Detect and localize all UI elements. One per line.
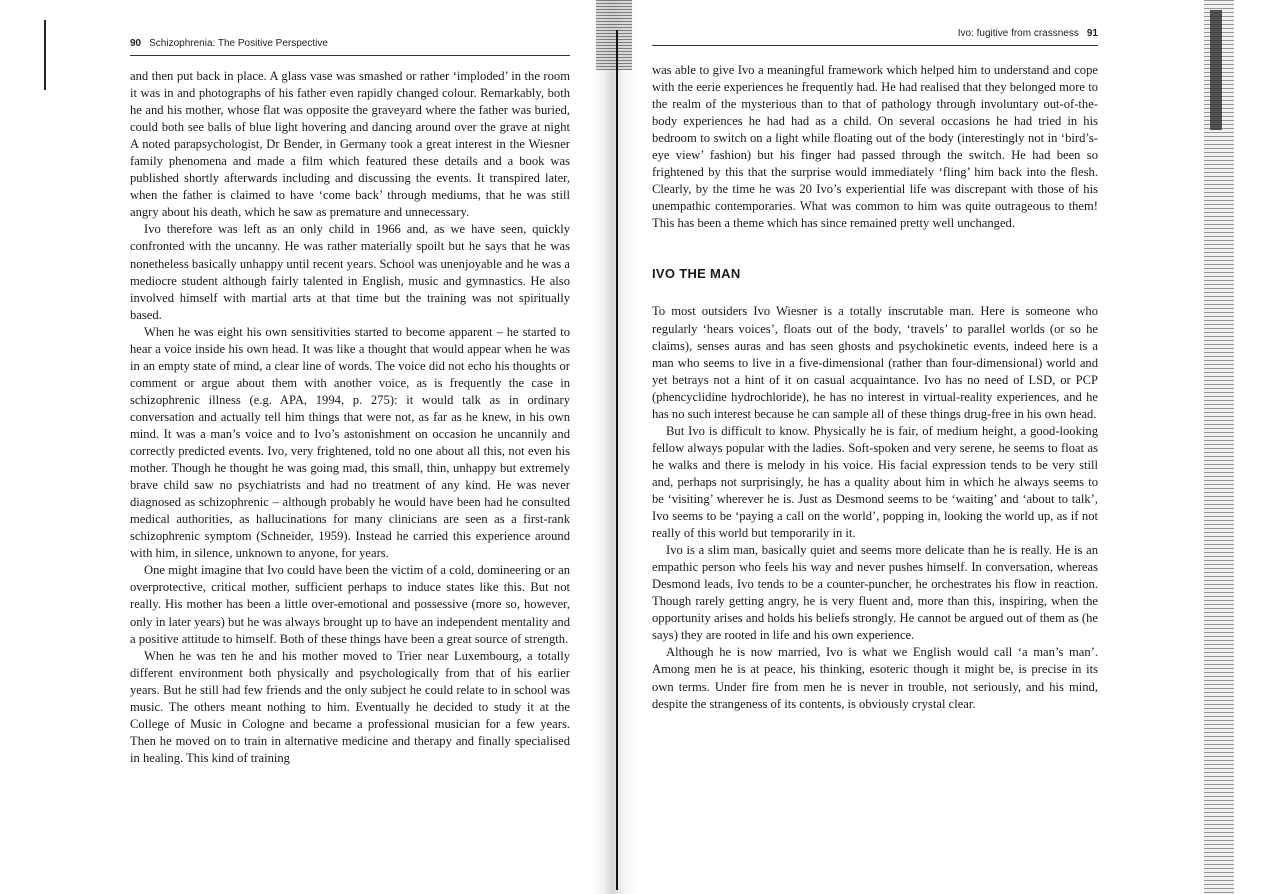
left-paragraph-1: and then put back in place. A glass vase was smashed or rather ‘imploded’ in the room it was in and photographs of his father even rapidly changed colour. Remarkably, both he and his mother, whose flat was opposite the graveyard where the father was buried, could both see balls of blue light hovering and dancing around over the grave at night A noted parapsychologist, Dr Bender, in Germany took a great interest in the Wiesner family phenomena and made a film which featured these details and a book was published shortly afterwards including and discussing the events. It transpired later, when the father is claimed to have ‘come back’ through mediums, that he was still angry about his death, which he saw as premature and unnecessary. — [130, 69, 570, 220]
right-paragraph-3: Ivo is a slim man, basically quiet and seems more delicate than he is really. He is an empathic person who feels his way and never pushes himself. In conversation, whereas Desmond leads, Ivo tends to be a counter-puncher, he orchestrates his flow in reaction. Though rarely getting angry, he is very fluent and, more than this, inspiring, when the opportunity arises and holds his beliefs strongly. He cannot be argued out of them as (he says) they are rooted in life and his own experience. — [652, 543, 1098, 643]
gutter-shadow — [596, 0, 632, 70]
left-paragraph-5: When he was ten he and his mother moved to Trier near Luxembourg, a totally different environment both physically and psychologically from that of his earlier years. But he still had few friends and the only subject he could relate to in school was music. The others meant nothing to him. Eventually he decided to study it at the College of Music in Cologne and became a professional musician for a few years. Then he moved on to train in alternative medicine and therapy and finally specialised in healing. This kind of training — [130, 648, 570, 765]
right-running-head — [652, 28, 1098, 46]
right-intro-paragraph: was able to give Ivo a meaningful framework which helped him to understand and cope with the eerie experiences he frequently had. He had realised that they belonged more to the realm of the mysterious than to that of pathology through involuntary out-of-the-body experiences he had had as a child. On several occasions he had tried in his bedroom to switch on a light while floating out of the body (interestingly not in ‘bird’s-eye view’ fashion) but his finger had passed through the switch. He had been so frightened by this that the surprise would immediately ‘fling’ him back into the flesh. Clearly, by the time he was 20 Ivo’s experiential life was discrepant with those of his unempathic contemporaries. What was common to him was quite outrageous to them! This has been a theme which has since remained pretty well unchanged. — [652, 63, 1098, 231]
gutter-spine-line — [616, 30, 618, 890]
left-page — [130, 38, 570, 767]
right-page — [652, 28, 1098, 713]
page-edge-shadow — [1210, 10, 1222, 130]
right-paragraph-4: Although he is now married, Ivo is what we English would call ‘a man’s man’. Among men he is at peace, his thinking, esoteric though it might be, is precise in its own terms. Under fire from men he is never in trouble, not seriously, and his mind, despite the strangeness of its contents, is obviously crystal clear. — [652, 645, 1098, 711]
right-paragraph-1: To most outsiders Ivo Wiesner is a totally inscrutable man. Here is someone who regularly ‘hears voices’, floats out of the body, ‘travels’ to parallel worlds (or so he claims), senses auras and has seen ghosts and psychokinetic events, indeed here is a man who seems to live in a five-dimensional (rather than four-dimensional) world and yet betrays not a hint of it on casual acquaintance. Ivo has no need of LSD, or PCP (phencyclidine hydrochloride), he has no interest in virtual-reality experiences, and he has no such interest because he can sample all of these things drug-free in his own head. — [652, 304, 1098, 421]
left-running-head — [130, 38, 570, 56]
book-gutter — [592, 0, 638, 894]
left-paragraph-3: When he was eight his own sensitivities started to become apparent – he started to hear a voice inside his own head. It was like a thought that would appear when he was in an empty state of mind, a clear line of words. The voice did not echo his thoughts or comment or argue about them with another voice, as is frequently the case in schizophrenic illness (e.g. APA, 1994, p. 275): it would talk as in ordinary conversation and actually tell him things that were not, as far as he knew, in his own mind. It was a man’s voice and to Ivo’s astonishment on occasion he uncannily and correctly predicted events. Ivo, very frightened, told no one about all this, not even his mother. Though he thought he was going mad, this small, thin, unhappy but extremely brave child saw no psychiatrists and had no treatment of any kind. He was never diagnosed as schizophrenic – although probably he would have been had he consulted medical authorities, as hallucinations for many clinicians are seen as a first-rank schizophrenic symptom (Schneider, 1959). Instead he carried this experience around with him, in silence, unknown to anyone, for years. — [130, 324, 570, 561]
section-heading: IVO THE MAN — [652, 266, 741, 282]
right-page-number: 91 — [1086, 28, 1098, 39]
right-paragraph-2: But Ivo is difficult to know. Physically he is fair, of medium height, a good-looking fellow always popular with the ladies. Soft-spoken and very serene, he seems to float as he walks and there is melody in his voice. His facial expression tends to be very still and, perhaps not surprisingly, he has a quality about him in which he always seems to be ‘visiting’ wherever he is. Just as Desmond seems to be ‘waiting’ and ‘about to talk’, Ivo seems to be ‘paying a call on the world’, popping in, looking the world up, as if not really of this world but temporarily in it. — [652, 423, 1098, 541]
page-edge-stack — [1204, 0, 1234, 894]
left-paragraph-4: One might imagine that Ivo could have been the victim of a cold, domineering or an overprotective, critical mother, sufficient perhaps to induce states like this. But not really. His mother has been a little over-emotional and possessive (more so, however, only in later years) but he was always brought up to have an independent mentality and a positive attitude to himself. Both of these things have been a great source of strength. — [130, 563, 570, 646]
left-paragraph-2: Ivo therefore was left as an only child in 1966 and, as we have seen, quickly confronted with the uncanny. He was rather materially spoilt but he says that he was nonetheless basically unhappy until recent years. School was unenjoyable and he was a mediocre student although fairly talented in English, music and gymnastics. He also involved himself with martial arts at that time but the training was not spiritually based. — [130, 222, 570, 322]
left-page-number: 90 — [130, 38, 142, 49]
right-running-head-title: Ivo: fugitive from crassness — [957, 28, 1079, 39]
left-running-head-title: Schizophrenia: The Positive Perspective — [149, 38, 328, 49]
scan-margin-line — [44, 20, 46, 90]
